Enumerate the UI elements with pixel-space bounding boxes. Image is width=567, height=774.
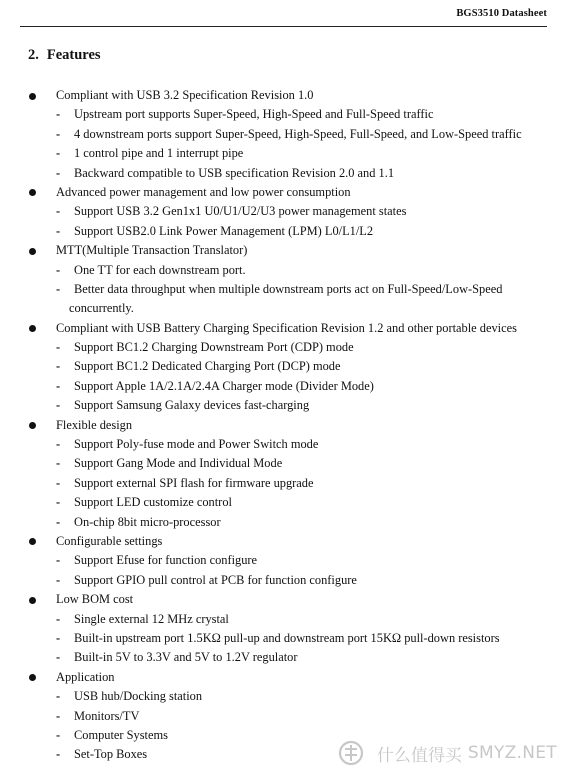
section-heading xyxy=(28,47,101,64)
dash-bullet-icon: - xyxy=(56,650,61,665)
bullet-icon xyxy=(29,248,36,255)
subitem-text: Computer Systems xyxy=(74,727,168,742)
subitem-text: 1 control pipe and 1 interrupt pipe xyxy=(74,146,244,161)
features-list xyxy=(0,86,567,765)
zhi-logo-icon xyxy=(337,740,371,766)
header-divider xyxy=(20,26,547,27)
feature-item xyxy=(0,86,567,105)
feature-item xyxy=(0,590,567,609)
feature-subitem xyxy=(0,222,567,241)
subitem-text: Support LED customize control xyxy=(74,495,232,510)
feature-text: Advanced power management and low power consumption xyxy=(56,184,351,199)
dash-bullet-icon: - xyxy=(56,262,61,277)
feature-item xyxy=(0,319,567,338)
dash-bullet-icon: - xyxy=(56,165,61,180)
watermark-chinese-text: 什么值得买 xyxy=(376,745,462,766)
feature-text: Compliant with USB Battery Charging Specification Revision 1.2 and other portable devices xyxy=(56,320,517,335)
dash-bullet-icon: - xyxy=(56,514,61,529)
subitem-text: Better data throughput when multiple downstream ports act on Full-Speed/Low-Speed xyxy=(74,281,503,296)
dash-bullet-icon: - xyxy=(56,689,61,704)
feature-subitem xyxy=(0,164,567,183)
feature-subitem xyxy=(0,493,567,512)
dash-bullet-icon: - xyxy=(56,146,61,161)
bullet-icon xyxy=(29,422,36,429)
subitem-text: Single external 12 MHz crystal xyxy=(74,611,229,626)
feature-text: Flexible design xyxy=(56,417,133,432)
feature-subitem xyxy=(0,125,567,144)
feature-item xyxy=(0,668,567,687)
subitem-text: Support GPIO pull control at PCB for function configure xyxy=(74,572,357,587)
subitem-text: Set-Top Boxes xyxy=(74,747,148,762)
dash-bullet-icon: - xyxy=(56,572,61,587)
feature-subitem xyxy=(0,261,567,280)
bullet-icon xyxy=(29,93,36,100)
subitem-text: On-chip 8bit micro-processor xyxy=(74,514,221,529)
section-title: Features xyxy=(46,47,101,63)
subitem-text: Monitors/TV xyxy=(74,708,140,723)
subitem-text: Support Samsung Galaxy devices fast-charging xyxy=(74,398,310,413)
feature-subitem xyxy=(0,513,567,532)
document-header-title: BGS3510 Datasheet xyxy=(456,8,547,19)
feature-subitem xyxy=(0,357,567,376)
feature-item xyxy=(0,416,567,435)
bullet-icon xyxy=(29,325,36,332)
feature-subitem-continuation xyxy=(0,299,567,318)
dash-bullet-icon: - xyxy=(56,126,61,141)
feature-item xyxy=(0,183,567,202)
dash-bullet-icon: - xyxy=(56,727,61,742)
dash-bullet-icon: - xyxy=(56,223,61,238)
dash-bullet-icon: - xyxy=(56,553,61,568)
feature-text: Compliant with USB 3.2 Specification Revision 1.0 xyxy=(56,88,314,102)
feature-subitem xyxy=(0,707,567,726)
watermark-site-text: SMYZ.NET xyxy=(467,743,557,763)
feature-text: Configurable settings xyxy=(56,533,163,548)
subitem-text: Support Efuse for function configure xyxy=(74,553,258,568)
dash-bullet-icon: - xyxy=(56,378,61,393)
subitem-text: Support BC1.2 Dedicated Charging Port (DCP) mode xyxy=(74,359,341,374)
subitem-text: Backward compatible to USB specification Revision 2.0 and 1.1 xyxy=(74,165,395,180)
feature-subitem xyxy=(0,474,567,493)
feature-subitem xyxy=(0,202,567,221)
subitem-text: Support Poly-fuse mode and Power Switch mode xyxy=(74,437,319,452)
subitem-text: Support USB 3.2 Gen1x1 U0/U1/U2/U3 power management states xyxy=(74,204,407,219)
dash-bullet-icon: - xyxy=(56,204,61,219)
feature-subitem xyxy=(0,280,567,299)
bullet-icon xyxy=(29,597,36,604)
feature-text: Low BOM cost xyxy=(56,592,134,607)
dash-bullet-icon: - xyxy=(56,747,61,762)
subitem-text: USB hub/Docking station xyxy=(74,689,203,704)
feature-text: Application xyxy=(56,669,115,684)
subitem-text: Built-in upstream port 1.5KΩ pull-up and downstream port 15KΩ pull-down resistors xyxy=(74,630,500,645)
subitem-text: concurrently. xyxy=(69,301,134,316)
dash-bullet-icon: - xyxy=(56,340,61,355)
feature-subitem xyxy=(0,629,567,648)
bullet-icon xyxy=(29,674,36,681)
subitem-text: Upstream port supports Super-Speed, High-Speed and Full-Speed traffic xyxy=(74,107,434,122)
feature-subitem xyxy=(0,396,567,415)
watermark xyxy=(337,740,557,766)
feature-subitem xyxy=(0,687,567,706)
dash-bullet-icon: - xyxy=(56,475,61,490)
subitem-text: Support external SPI flash for firmware upgrade xyxy=(74,475,314,490)
feature-item xyxy=(0,532,567,551)
feature-subitem xyxy=(0,435,567,454)
subitem-text: One TT for each downstream port. xyxy=(74,262,246,277)
feature-subitem xyxy=(0,377,567,396)
feature-subitem xyxy=(0,610,567,629)
subitem-text: 4 downstream ports support Super-Speed, High-Speed, Full-Speed, and Low-Speed traffic xyxy=(74,126,522,141)
feature-subitem xyxy=(0,144,567,163)
dash-bullet-icon: - xyxy=(56,398,61,413)
dash-bullet-icon: - xyxy=(56,708,61,723)
dash-bullet-icon: - xyxy=(56,437,61,452)
subitem-text: Support Apple 1A/2.1A/2.4A Charger mode (Divider Mode) xyxy=(74,378,374,393)
feature-item xyxy=(0,241,567,260)
feature-subitem xyxy=(0,571,567,590)
dash-bullet-icon: - xyxy=(56,611,61,626)
bullet-icon xyxy=(29,538,36,545)
subitem-text: Built-in 5V to 3.3V and 5V to 1.2V regulator xyxy=(74,650,298,665)
dash-bullet-icon: - xyxy=(56,281,61,296)
subitem-text: Support BC1.2 Charging Downstream Port (CDP) mode xyxy=(74,340,354,355)
dash-bullet-icon: - xyxy=(56,630,61,645)
dash-bullet-icon: - xyxy=(56,495,61,510)
feature-subitem xyxy=(0,105,567,124)
feature-subitem xyxy=(0,648,567,667)
bullet-icon xyxy=(29,189,36,196)
dash-bullet-icon: - xyxy=(56,359,61,374)
subitem-text: Support USB2.0 Link Power Management (LPM) L0/L1/L2 xyxy=(74,223,374,238)
dash-bullet-icon: - xyxy=(56,456,61,471)
section-number: 2. xyxy=(28,47,39,63)
feature-subitem xyxy=(0,454,567,473)
feature-subitem xyxy=(0,338,567,357)
subitem-text: Support Gang Mode and Individual Mode xyxy=(74,456,283,471)
feature-subitem xyxy=(0,551,567,570)
dash-bullet-icon: - xyxy=(56,107,61,122)
feature-text: MTT(Multiple Transaction Translator) xyxy=(56,243,248,258)
